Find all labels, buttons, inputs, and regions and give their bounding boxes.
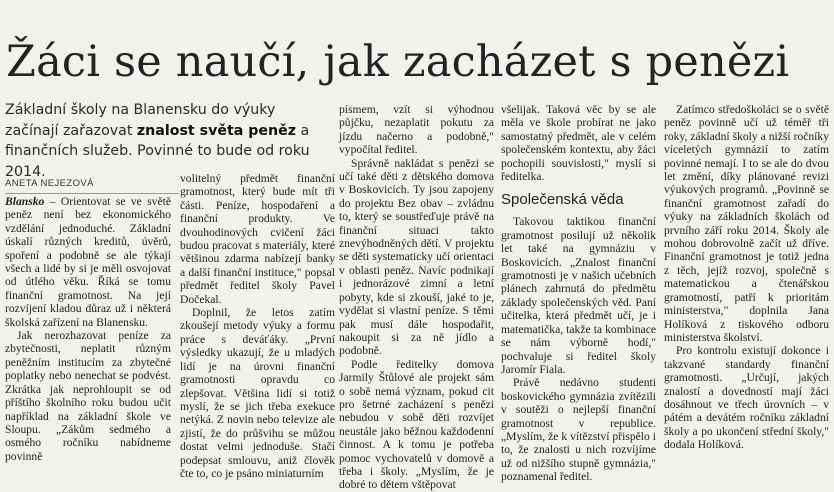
paragraph: Správně nakládat s penězi se učí také děti z dětského domova v Boskovicích. Ty jsou zapojeny do projektu Bez obav – zvládnu to, který se soustřeďuje právě na finanční situaci takto znevýhodněných dětí. V projektu se děti systematicky učí orientaci v oblasti peněz. Navíc podnikají i jednorázové zimní a letní pobyty, kde si zkouší, jaké to je, vydělat si vlastní peníze. S těmi pak musí dále hospodařit, nakoupit si za ně jídlo a podobně. — [339, 156, 494, 358]
lead-text-start: Základní školy na Blanensku do výuky začínají zařazovat — [5, 102, 276, 139]
paragraph: volitelný předmět finanční gramotnost, který bude mít tři části. Peníze, hospodaření a finanční produkty. Ve dvouhodinových cvičení žáci budou pracovat s materiály, které většinou zdarma nabízejí banky a další finanční instituce," popsal předmět ředitel školy Pavel Dočekal. — [180, 172, 335, 306]
column-2 — [180, 172, 335, 480]
paragraph: Podle ředitelky domova Jarmily Štůlové ale projekt sám o sobě nemá význam, pokud cit pro šetrné zacházení s penězi nebudou v sobě děti rozvíjet neustále jako běžnou každodenní činnost. A k tomu je potřeba pomoc vychovatelů v domově a třeba i školy. „Myslím, že je dobré to dětem vštěpovat — [339, 357, 494, 492]
column-4 — [501, 103, 656, 484]
headline: Žáci se naučí, jak zacházet s penězi — [6, 37, 790, 87]
subheading: Společenská věda — [501, 191, 624, 209]
lead-bold-phrase: znalost světa peněz — [136, 122, 296, 139]
paragraph: Jak nerozhazovat peníze za zbytečnosti, neplatit různým peněžním institucím za zbytečné poplatky nebo nenechat se podvést. Zkrátka jak neprohloupit se od příštího školního roku budou učit například na základní škole ve Sloupu. „Zákům sedmého a osmého ročníku nabídneme povinně — [5, 329, 171, 463]
column-1 — [5, 195, 171, 463]
paragraph: písmem, vzít si výhodnou půjčku, nezaplatit pokutu za jízdu načerno a podobně," vypočítal ředitel. — [339, 103, 494, 157]
lead-text-end: a finančních služeb. Povinné to bude od roku 2014. — [5, 122, 310, 180]
column-5 — [664, 103, 829, 452]
paragraph: všelijak. Taková věc by se ale měla ve škole probírat ne jako samostatný předmět, ale v celém společenském kontextu, aby žáci pochopili souvislosti," myslí si ředitelka. — [501, 103, 656, 184]
paragraph: Zatímco středoškoláci se o světě peněz povinně učí už téměř tři roky, základní školy a nižší ročníky víceletých gymnázií to zatím povinné nemají. I to se ale do dvou let změní, díky plánované revizi výukových programů. „Povinně se finanční gramotnost zařadí do výuky na základních školách od prvního září roku 2014. Školy ale mohou dobrovolně začít už dříve. Finanční gramotnost je totiž jedna z těch, jejíž rozvoj, společně s matematickou a čtenářskou gramotností, patří k prioritám ministerstva," doplnila Jana Holíková z tiskového odboru ministerstva školství. — [664, 103, 829, 344]
paragraph: Pro kontrolu existují dokonce i takzvané standardy finanční gramotnosti. „Určují, jakých znalostí a dovedností mají žáci dosáhnout ve třech úrovních – v pátém a devátém ročníku základní školy a po ukončení střední školy," dodala Holíková. — [664, 344, 829, 452]
paragraph — [5, 195, 171, 329]
paragraph: Právě nedávno studenti boskovického gymnázia zvítězili v soutěži o nejlepší finanční gramotnost v republice. „Myslím, že k vítězství přispělo i to, že znalosti u nich rozvíjíme už od nižšího stupně gymnázia," poznamenal ředitel. — [501, 376, 656, 484]
dateline: Blansko — [5, 195, 45, 208]
author-byline: ANETA NEJEZOVÁ — [5, 178, 179, 194]
lead-paragraph — [5, 100, 333, 182]
paragraph: Takovou taktikou finanční gramotnost posilují už několik let také na gymnáziu v Boskovicích. „Znalost finanční gramotnosti je v našich učebních plánech zahrnutá do předmětu základy společenských věd. Paní učitelka, která předmět učí, je i matematička, takže ta kombinace se nám výborně hodí," pochvaluje si ředitel školy Jaromír Fiala. — [501, 215, 656, 376]
column-3 — [339, 103, 494, 492]
paragraph: Doplnil, že letos zatím zkoušejí metody výuky a formu práce s deváťáky. „První výsledky ukazují, že u mladých lidí je na úrovni finanční gramotnosti opravdu co zlepšovat. Většina lidí si totiž myslí, že se jich třeba exekuce netýká. Z novin nebo televize ale zjistí, že do průšvihu se můžou dostat velmi jednoduše. Stačí podepsat smlouvu, aniž člověk čte to, co je psáno miniaturním — [180, 306, 335, 480]
paragraph-text: – Orientovat se ve světě peněz není bez ekonomického vzdělání jednoduché. Základní úskalí různých kreditů, úvěrů, spoření a podobně se ale týkají všech a lidé by si je měli osvojovat od útlého věku. Říká se tomu finanční gramotnost. Na její rozvíjení kladou důraz už i některá školská zařízení na Blanensku. — [5, 195, 171, 329]
